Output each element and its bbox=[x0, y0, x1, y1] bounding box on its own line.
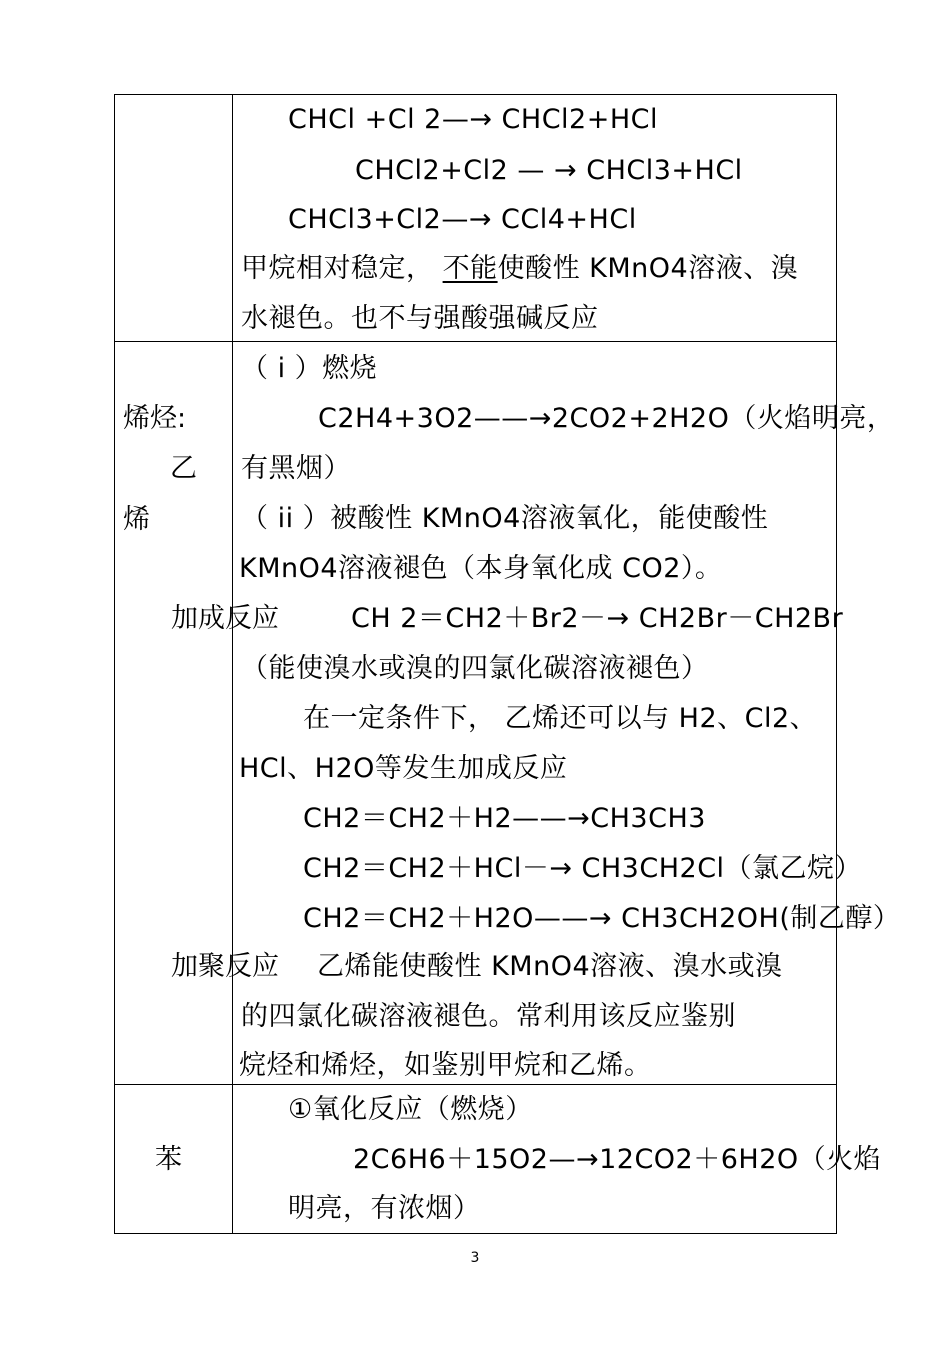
reaction-line: CH2＝CH2＋H2——→CH3CH3 bbox=[303, 803, 706, 834]
table-row-methane bbox=[115, 95, 837, 342]
reaction-line: CHCl2+Cl2 — → CHCl3+HCl bbox=[355, 155, 743, 186]
section-label-polymerization: 加聚反应 bbox=[171, 951, 279, 982]
row2-content-cell bbox=[233, 342, 901, 1085]
text-line: 明亮，有浓烟） bbox=[288, 1193, 481, 1224]
text-line: 水褪色。也不与强酸强碱反应 bbox=[241, 303, 599, 334]
row1-content-cell bbox=[233, 95, 837, 342]
row1-label-cell bbox=[115, 95, 233, 342]
page-number: 3 bbox=[470, 1250, 480, 1266]
text-line: 有黑烟） bbox=[241, 453, 351, 484]
row-label: 烯 bbox=[123, 504, 150, 535]
text-line: 在一定条件下， 乙烯还可以与 H2、Cl2、 bbox=[303, 703, 818, 734]
row-label: 苯 bbox=[155, 1144, 182, 1175]
text-line: （ i ）燃烧 bbox=[241, 353, 378, 384]
text-line: HCl、H2O等发生加成反应 bbox=[239, 753, 568, 784]
row-label: 乙 bbox=[170, 453, 197, 484]
row-label: 烯烃: bbox=[123, 403, 187, 434]
reaction-table bbox=[114, 94, 901, 1234]
text-line: 烷烃和烯烃，如鉴别甲烷和乙烯。 bbox=[239, 1050, 652, 1081]
reaction-line: CH2＝CH2＋H2O——→ CH3CH2OH(制乙醇） bbox=[303, 903, 901, 934]
reaction-line: CH2＝CH2＋HCl－→ CH3CH2Cl（氯乙烷） bbox=[303, 853, 863, 884]
section-label-addition: 加成反应 bbox=[171, 603, 279, 634]
row3-label-cell bbox=[115, 1085, 233, 1234]
reaction-line: 2C6H6＋15O2—→12CO2＋6H2O（火焰 bbox=[353, 1144, 882, 1175]
text-line: ①氧化反应（燃烧） bbox=[288, 1094, 533, 1125]
text-line: 甲烷相对稳定， 不能使酸性 KMnO4溶液、溴 bbox=[241, 253, 799, 284]
reaction-line: CHCl3+Cl2—→ CCl4+HCl bbox=[288, 204, 637, 235]
table-row-benzene bbox=[115, 1085, 837, 1234]
text-line: KMnO4溶液褪色（本身氧化成 CO2）。 bbox=[239, 553, 723, 584]
table-row-ethylene bbox=[115, 342, 837, 1085]
reaction-line: CH 2＝CH2＋Br2－→ CH2Br－CH2Br bbox=[351, 603, 844, 634]
underlined-text: 不能 bbox=[442, 253, 498, 284]
text-line: 乙烯能使酸性 KMnO4溶液、溴水或溴 bbox=[317, 951, 783, 982]
text-line: 的四氯化碳溶液褪色。常利用该反应鉴别 bbox=[241, 1001, 736, 1032]
row3-content-cell bbox=[233, 1085, 882, 1234]
reaction-line: CHCl +Cl 2—→ CHCl2+HCl bbox=[288, 104, 659, 135]
text-line: （ ii ）被酸性 KMnO4溶液氧化，能使酸性 bbox=[241, 503, 769, 534]
reaction-line: C2H4+3O2——→2CO2+2H2O（火焰明亮， bbox=[318, 403, 895, 434]
row2-label-cell bbox=[115, 342, 279, 1085]
text-line: （能使溴水或溴的四氯化碳溶液褪色） bbox=[241, 653, 709, 684]
